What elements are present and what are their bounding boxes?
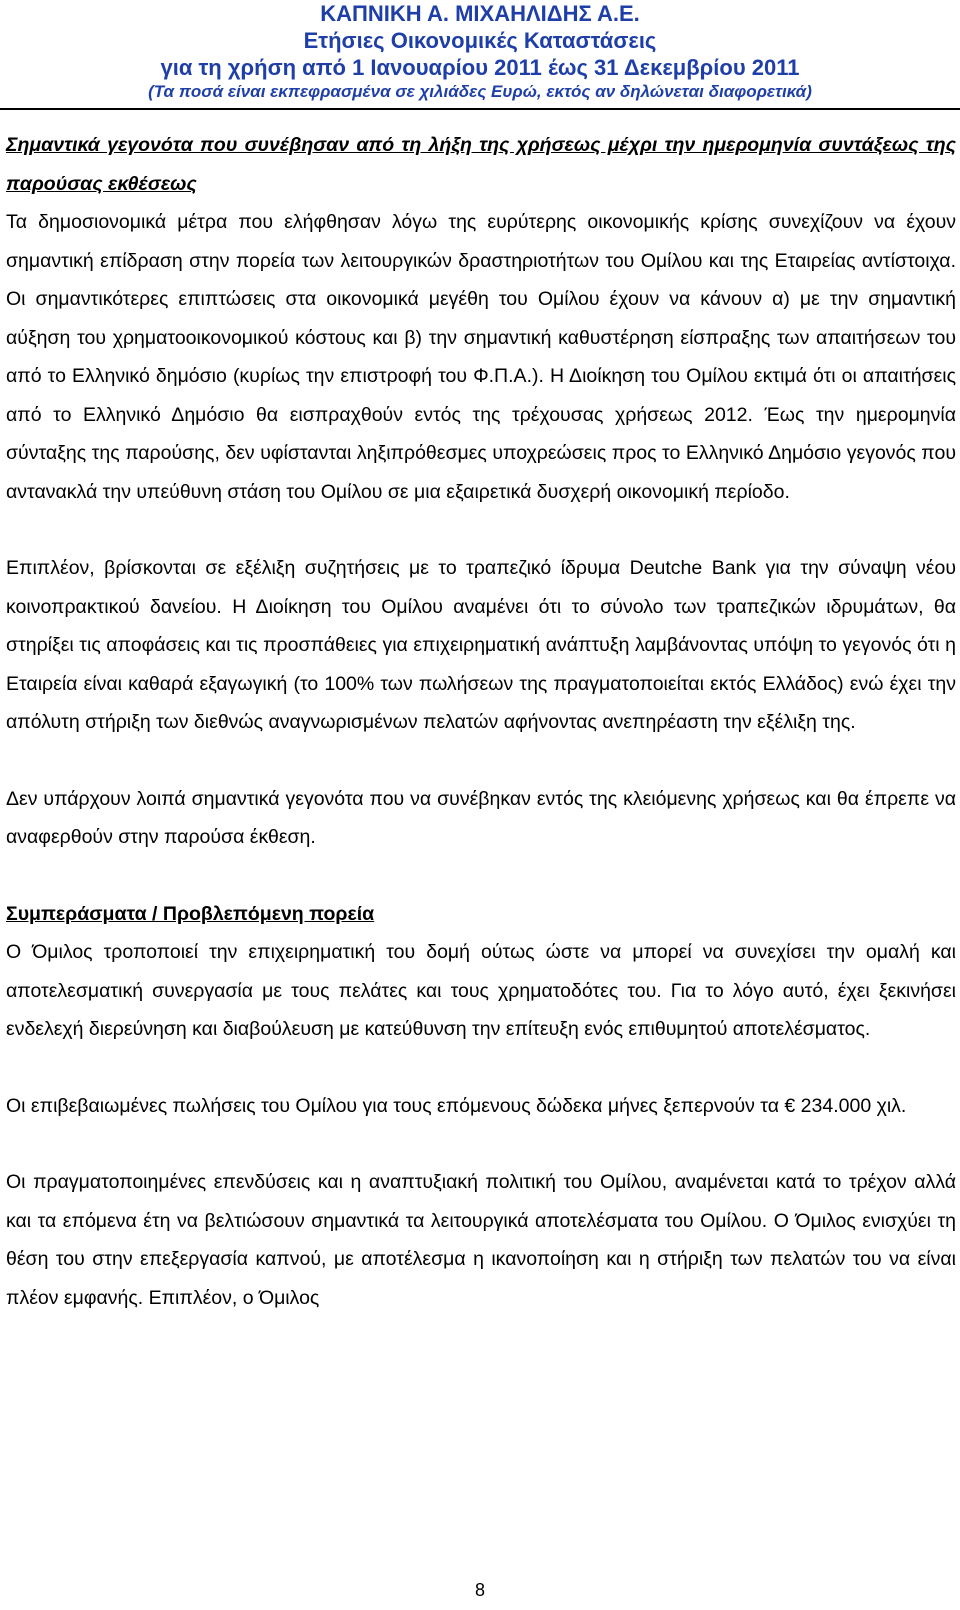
document-body (6, 126, 956, 1317)
report-title: Ετήσιες Οικονομικές Καταστάσεις (303, 28, 657, 53)
outlook-paragraph-2: Οι επιβεβαιωμένες πωλήσεις του Ομίλου για τους επόμενους δώδεκα μήνες ξεπερνούν τα € 234.000 χιλ. (6, 1094, 907, 1117)
outlook-paragraph-1: Ο Όμιλος τροποποιεί την επιχειρηματική του δομή ούτως ώστε να μπορεί να συνεχίσει την ομαλή και αποτελεσματική συνεργασία με τους πελάτες και τους χρηματοδότες του. Για το λόγο αυτό, έχει ξεκινήσει ενδελεχή διερεύνηση και διαβούλευση με κατεύθυνση την επίτευξη ενός επιθυμητού αποτελέσματος. (6, 941, 956, 1040)
header-divider (0, 108, 960, 110)
events-paragraph-1: Τα δημοσιονομικά μέτρα που ελήφθησαν λόγω της ευρύτερης οικονομικής κρίσης συνεχίζουν να έχουν σημαντική επίδραση στην πορεία των λειτουργικών δραστηριοτήτων του Ομίλου και της Εταιρείας αντίστοιχα. Οι σημαντικότερες επιπτώσεις στα οικονομικά μεγέθη του Ομίλου έχουν να κάνουν α) με την σημαντική αύξηση του χρηματοοικονομικού κόστους και β) την σημαντική καθυστέρηση είσπραξης των απαιτήσεων του από το Ελληνικό δημόσιο (κυρίως την επιστροφή του Φ.Π.Α.). Η Διοίκηση του Ομίλου εκτιμά ότι οι απαιτήσεις από το Ελληνικό Δημόσιο θα εισπραχθούν εντός της τρέχουσας χρήσεως 2012. Έως την ημερομηνία σύνταξης της παρούσης, δεν υφίστανται ληξιπρόθεσμες υποχρεώσεις προς το Ελληνικό Δημόσιο γεγονός που αντανακλά την υπεύθυνη στάση του Ομίλου σε μια εξαιρετικά δυσχερή οικονομική περίοδο. (6, 211, 956, 503)
outlook-paragraph-3: Οι πραγματοποιημένες επενδύσεις και η αναπτυξιακή πολιτική του Ομίλου, αναμένεται κατά το τρέχον αλλά και τα επόμενα έτη να βελτιώσουν σημαντικά τα λειτουργικά αποτελέσματα του Ομίλου. Ο Όμιλος ενισχύει τη θέση του στην επεξεργασία καπνού, με αποτέλεσμα η ικανοποίηση και η στήριξη των πελατών του να είναι πλέον εμφανής. Επιπλέον, ο Όμιλος (6, 1171, 956, 1309)
events-paragraph-2: Επιπλέον, βρίσκονται σε εξέλιξη συζητήσεις με το τραπεζικό ίδρυμα Deutche Bank για την σύναψη νέου κοινοπρακτικού δανείου. Η Διοίκηση του Ομίλου αναμένει ότι το σύνολο των τραπεζικών ιδρυμάτων, θα στηρίξει τις αποφάσεις και τις προσπάθειες για επιχειρηματική ανάπτυξη λαμβάνοντας υπόψη το γεγονός ότι η Εταιρεία είναι καθαρά εξαγωγική (το 100% των πωλήσεων της πραγματοποιείται εκτός Ελλάδος) ενώ έχει την απόλυτη στήριξη των διεθνώς αναγνωρισμένων πελατών αφήνοντας ανεπηρέαστη την εξέλιξη της. (6, 557, 956, 733)
company-name: ΚΑΠΝΙΚΗ Α. ΜΙΧΑΗΛΙΔΗΣ Α.Ε. (320, 1, 640, 26)
outlook-heading (6, 895, 956, 934)
events-paragraph-3: Δεν υπάρχουν λοιπά σημαντικά γεγονότα που να συνέβηκαν εντός της κλειόμενης χρήσεως και θα έπρεπε να αναφερθούν στην παρούσα έκθεση. (6, 787, 956, 848)
currency-note: (Τα ποσά είναι εκπεφρασμένα σε χιλιάδες Ευρώ, εκτός αν δηλώνεται διαφορετικά) (148, 82, 812, 101)
events-heading (6, 126, 956, 203)
events-heading-text: Σημαντικά γεγονότα που συνέβησαν από τη λήξη της χρήσεως μέχρι την ημερομηνία συντάξεως της παρούσας εκθέσεως (6, 134, 956, 195)
page-number: 8 (474, 1580, 485, 1600)
report-header (0, 0, 960, 103)
outlook-heading-text: Συμπεράσματα / Προβλεπόμενη πορεία (6, 902, 375, 925)
report-period: για τη χρήση από 1 Ιανουαρίου 2011 έως 31 Δεκεμβρίου 2011 (160, 55, 800, 80)
